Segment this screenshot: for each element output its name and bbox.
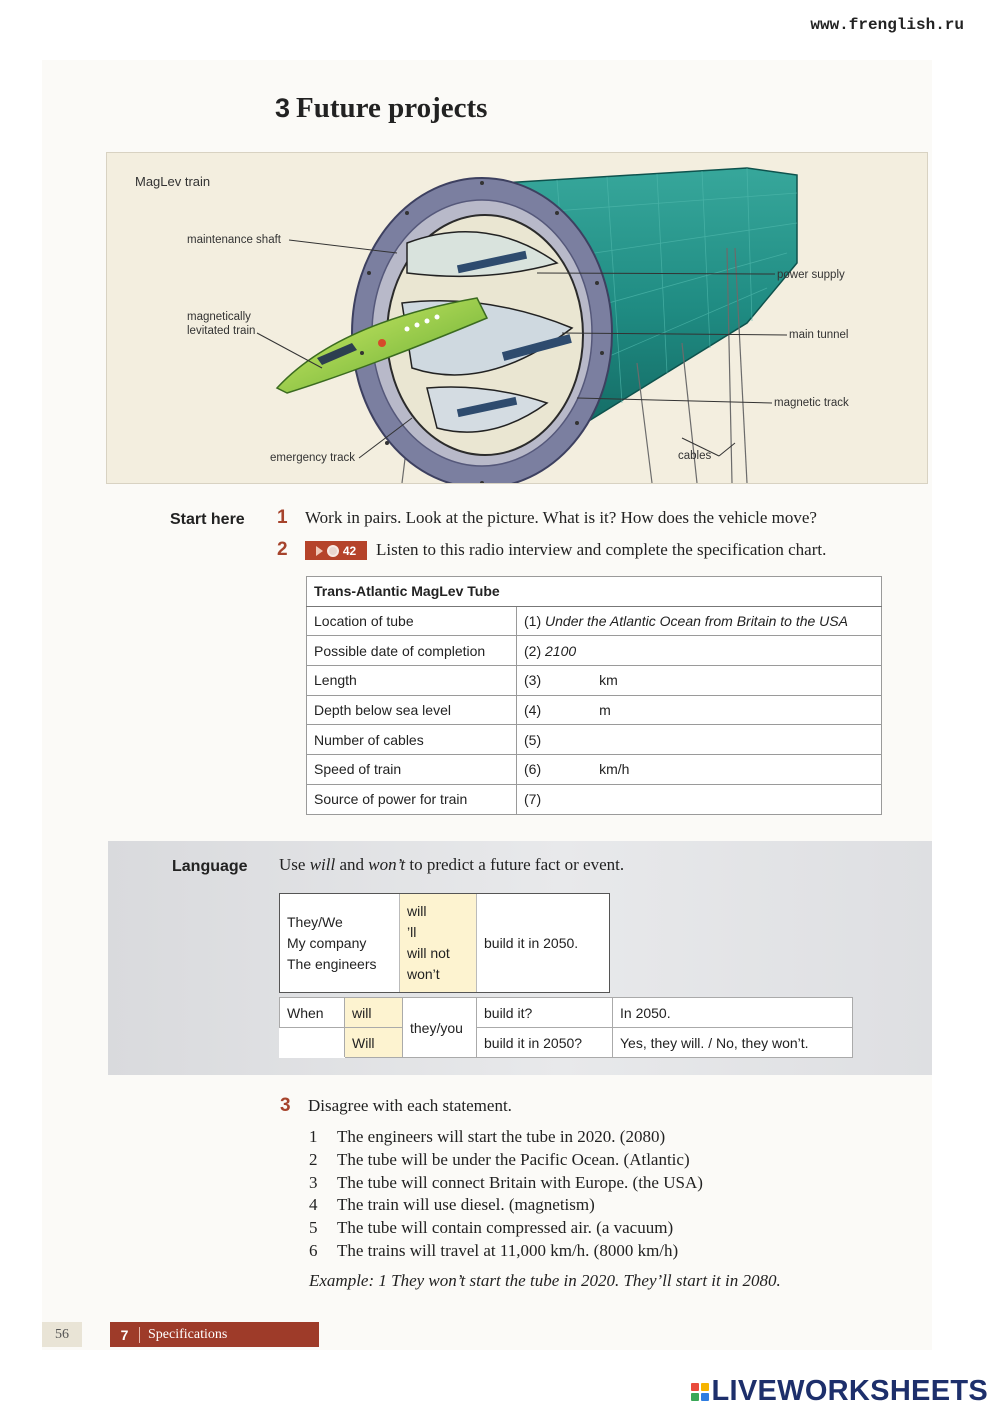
spec-label: Speed of train [307,755,517,785]
spec-label: Source of power for train [307,784,517,814]
list-item [309,1126,703,1149]
empty-cell [280,1028,345,1058]
item-number: 5 [309,1218,318,1238]
subject: My company [287,934,367,951]
verb-phrase: build it in 2050. [484,934,579,951]
spec-label: Possible date of completion [307,636,517,666]
grammar-table-questions [279,997,853,1058]
item-number: 4 [309,1195,318,1215]
spec-row [307,695,882,725]
question-cell: build it? [477,998,613,1028]
spec-table-title: Trans-Atlantic MagLev Tube [307,577,882,607]
item-text: The train will use diesel. (magnetism) [337,1195,595,1215]
spec-num: (3) [524,672,542,689]
spec-row [307,784,882,814]
verb-phrase-column [477,894,609,992]
subjects-column [280,894,399,992]
play-icon [316,546,323,556]
intro-wont: won’t [368,855,406,874]
modal: won’t [407,966,440,982]
spec-num: (2) [524,642,542,659]
spec-unit: m [599,702,611,719]
subject: The engineers [287,955,377,972]
audio-track-number: 42 [342,543,357,558]
maglev-illustration [106,152,928,484]
figure-title: MagLev train [135,174,211,189]
spec-num: (6) [524,761,542,778]
exercise-1-number: 1 [277,507,288,528]
when-cell: When [280,998,345,1028]
unit-number: 7 [110,1327,140,1343]
item-number: 6 [309,1240,318,1260]
modal: will [407,903,427,919]
cd-icon [327,545,339,557]
modal: ’ll [407,924,417,940]
list-item [309,1194,703,1217]
exercise-3-instruction: Disagree with each statement. [308,1096,512,1115]
spec-label: Depth below sea level [307,695,517,725]
item-number: 3 [309,1172,318,1192]
unit-footer-bar [110,1322,319,1347]
spec-row [307,725,882,755]
modal: will not [407,945,450,961]
spec-answer-cell[interactable] [517,606,882,636]
start-here-heading: Start here [170,511,245,528]
spec-unit: km [599,672,618,689]
label-power-supply: power supply [777,269,845,281]
intro-and: and [335,855,369,874]
item-number: 1 [309,1127,318,1146]
item-text: The engineers will start the tube in 2020. (2080) [337,1127,666,1146]
exercise-2-number: 2 [277,539,288,560]
exercise-3-statements [309,1126,703,1263]
spec-table-header-row [307,577,882,607]
grammar-table-statements [279,893,610,993]
spec-num: (7) [524,791,542,808]
spec-unit: km/h [599,761,630,778]
list-item [309,1240,703,1263]
spec-answer-cell[interactable] [517,666,882,696]
label-emergency-track: emergency track [270,452,356,464]
will-cell: Will [345,1028,403,1058]
spec-num: (1) [524,613,542,630]
audio-track-button[interactable] [305,541,367,560]
label-levitated-train: levitated train [187,325,256,337]
subject-cell: they/you [403,998,477,1058]
spec-answer[interactable]: 2100 [545,642,577,659]
section-title [275,92,487,125]
item-text: The tube will connect Britain with Europe. (the USA) [337,1172,703,1192]
exercise-1-text: Work in pairs. Look at the picture. What is it? How does the vehicle move? [305,508,817,527]
spec-answer-cell[interactable] [517,695,882,725]
label-cables: cables [678,450,712,462]
spec-answer-cell[interactable] [517,784,882,814]
item-text: The tube will contain compressed air. (a vacuum) [337,1218,674,1238]
spec-row [307,606,882,636]
exercise-3-example: Example: 1 They won’t start the tube in 2020. They’ll start it in 2080. [309,1271,781,1290]
question-cell: build it in 2050? [477,1028,613,1058]
language-heading: Language [172,858,248,875]
intro-pre: Use [279,855,310,874]
spec-num: (4) [524,702,542,719]
label-maintenance-shaft: maintenance shaft [187,234,281,246]
spec-row [307,755,882,785]
list-item [309,1172,703,1195]
language-intro [279,855,624,875]
spec-label: Length [307,666,517,696]
intro-will: will [309,855,336,874]
spec-answer-cell[interactable] [517,755,882,785]
spec-num: (5) [524,731,542,748]
list-item [309,1149,703,1172]
list-item [309,1217,703,1240]
label-magnetically: magnetically [187,311,251,323]
item-text: The trains will travel at 11,000 km/h. (8000 km/h) [337,1240,679,1260]
page-number: 56 [42,1322,82,1347]
spec-answer[interactable]: Under the Atlantic Ocean from Britain to the USA [545,613,848,630]
unit-name: Specifications [148,1326,228,1342]
spec-label: Number of cables [307,725,517,755]
modals-column [399,894,477,992]
exercise-3-number: 3 [280,1095,291,1116]
spec-row [307,636,882,666]
label-magnetic-track: magnetic track [774,397,849,409]
answer-cell: In 2050. [613,998,853,1028]
item-text: The tube will be under the Pacific Ocean. (Atlantic) [337,1149,690,1169]
liveworksheets-logo-icon [691,1383,709,1401]
question-row [280,998,853,1028]
brand-name: LIVEWORKSHEETS [711,1375,988,1407]
spec-answer-cell[interactable] [517,636,882,666]
section-number: 3 [275,93,291,123]
will-cell: will [345,998,403,1028]
intro-post: to predict a future fact or event. [405,855,625,874]
item-number: 2 [309,1149,318,1169]
spec-row [307,666,882,696]
subject: They/We [287,913,343,930]
specification-chart [306,576,882,815]
label-main-tunnel: main tunnel [789,329,849,341]
site-url[interactable]: www.frenglish.ru [810,16,964,34]
answer-cell: Yes, they will. / No, they won’t. [613,1028,853,1058]
section-title-text: Future projects [296,92,488,124]
question-row [280,1028,853,1058]
liveworksheets-brand[interactable] [691,1375,989,1408]
spec-answer-cell[interactable] [517,725,882,755]
exercise-2-text: Listen to this radio interview and complete the specification chart. [376,540,827,559]
spec-label: Location of tube [307,606,517,636]
